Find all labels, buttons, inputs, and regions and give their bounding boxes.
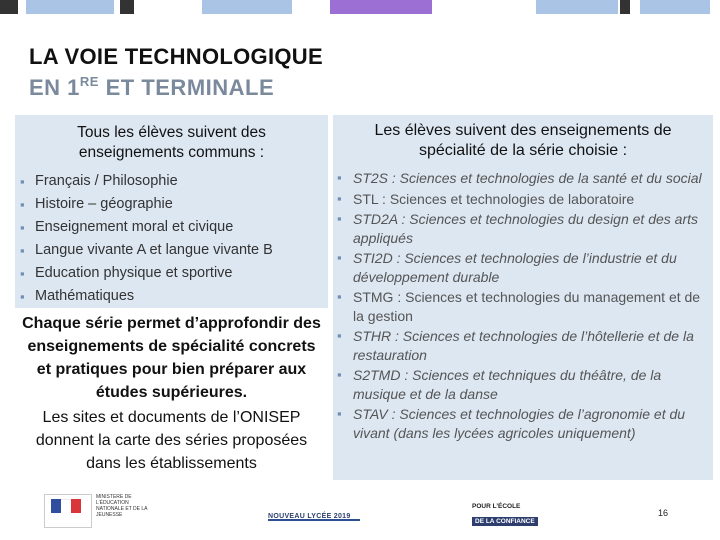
specialty-item: ▪ ST2S : Sciences et technologies de la santé et du social xyxy=(333,169,707,188)
specialty-list xyxy=(333,169,713,442)
specialty-panel xyxy=(333,115,713,480)
series-info-normal: Les sites et documents de l’ONISEP donnent la carte des séries proposées dans les établissements xyxy=(35,409,308,472)
specialty-item: ▪ STHR : Sciences et technologies de l’hôtellerie et de la restauration xyxy=(333,327,707,364)
series-info xyxy=(15,312,328,480)
top-bar-purple xyxy=(330,0,432,14)
common-course-item: ▪ Enseignement moral et civique xyxy=(15,216,328,239)
ministry-logo: MINISTÈRE DE L’ÉDUCATION NATIONALE ET DE LA JEUNESSE xyxy=(96,494,148,518)
top-bar-dark xyxy=(0,0,18,14)
top-bar-blue-2 xyxy=(202,0,292,14)
common-courses-panel xyxy=(15,115,328,308)
common-course-item: ▪ Français / Philosophie xyxy=(15,170,328,193)
top-bar-blue-4 xyxy=(640,0,710,14)
common-course-item: ▪ Histoire – géographie xyxy=(15,193,328,216)
common-course-item: ▪ Langue vivante A et langue vivante B xyxy=(15,239,328,262)
specialty-item: ▪ STMG : Sciences et technologies du management et de la gestion xyxy=(333,288,707,325)
nouveau-lycee-text: NOUVEAU LYCÉE 2019 xyxy=(268,513,351,520)
page-number: 16 xyxy=(658,508,669,518)
page-title: LA VOIE TECHNOLOGIQUE xyxy=(29,44,323,69)
top-bar-blue-3 xyxy=(536,0,618,14)
specialty-heading: Les élèves suivent des enseignements de spécialité de la série choisie : xyxy=(374,122,672,159)
republique-logo xyxy=(44,494,92,528)
series-info-bold: Chaque série permet d’approfondir des enseignements de spécialité concrets et pratiques pour bien préparer aux études supérieures. xyxy=(22,315,321,401)
top-bar-dark-2 xyxy=(120,0,134,14)
common-courses-heading: Tous les élèves suivent des enseignements communs : xyxy=(77,124,266,161)
nouveau-lycee-logo xyxy=(268,505,360,521)
specialty-item: ▪ STI2D : Sciences et technologies de l’industrie et du développement durable xyxy=(333,249,707,286)
specialty-item: ▪ STD2A : Sciences et technologies du design et des arts appliqués xyxy=(333,210,707,247)
common-course-item: ▪ Mathématiques xyxy=(15,285,328,308)
common-courses-list xyxy=(15,170,328,308)
common-course-item: ▪ Education physique et sportive xyxy=(15,262,328,285)
top-bar-dark-3 xyxy=(620,0,630,14)
ecole-line2: DE LA CONFIANCE xyxy=(472,517,538,526)
top-bar-blue-1 xyxy=(26,0,114,14)
ecole-line1: POUR L’ÉCOLE xyxy=(472,503,521,510)
page-subtitle: EN 1RE ET TERMINALE xyxy=(29,74,275,100)
specialty-item: ▪ S2TMD : Sciences et techniques du théâtre, de la musique et de la danse xyxy=(333,366,707,403)
ecole-confiance-logo xyxy=(472,503,568,527)
specialty-item: ▪ STL : Sciences et technologies de laboratoire xyxy=(333,190,707,209)
specialty-item: ▪ STAV : Sciences et technologies de l’agronomie et du vivant (dans les lycées agricoles uniquement) xyxy=(333,405,707,442)
